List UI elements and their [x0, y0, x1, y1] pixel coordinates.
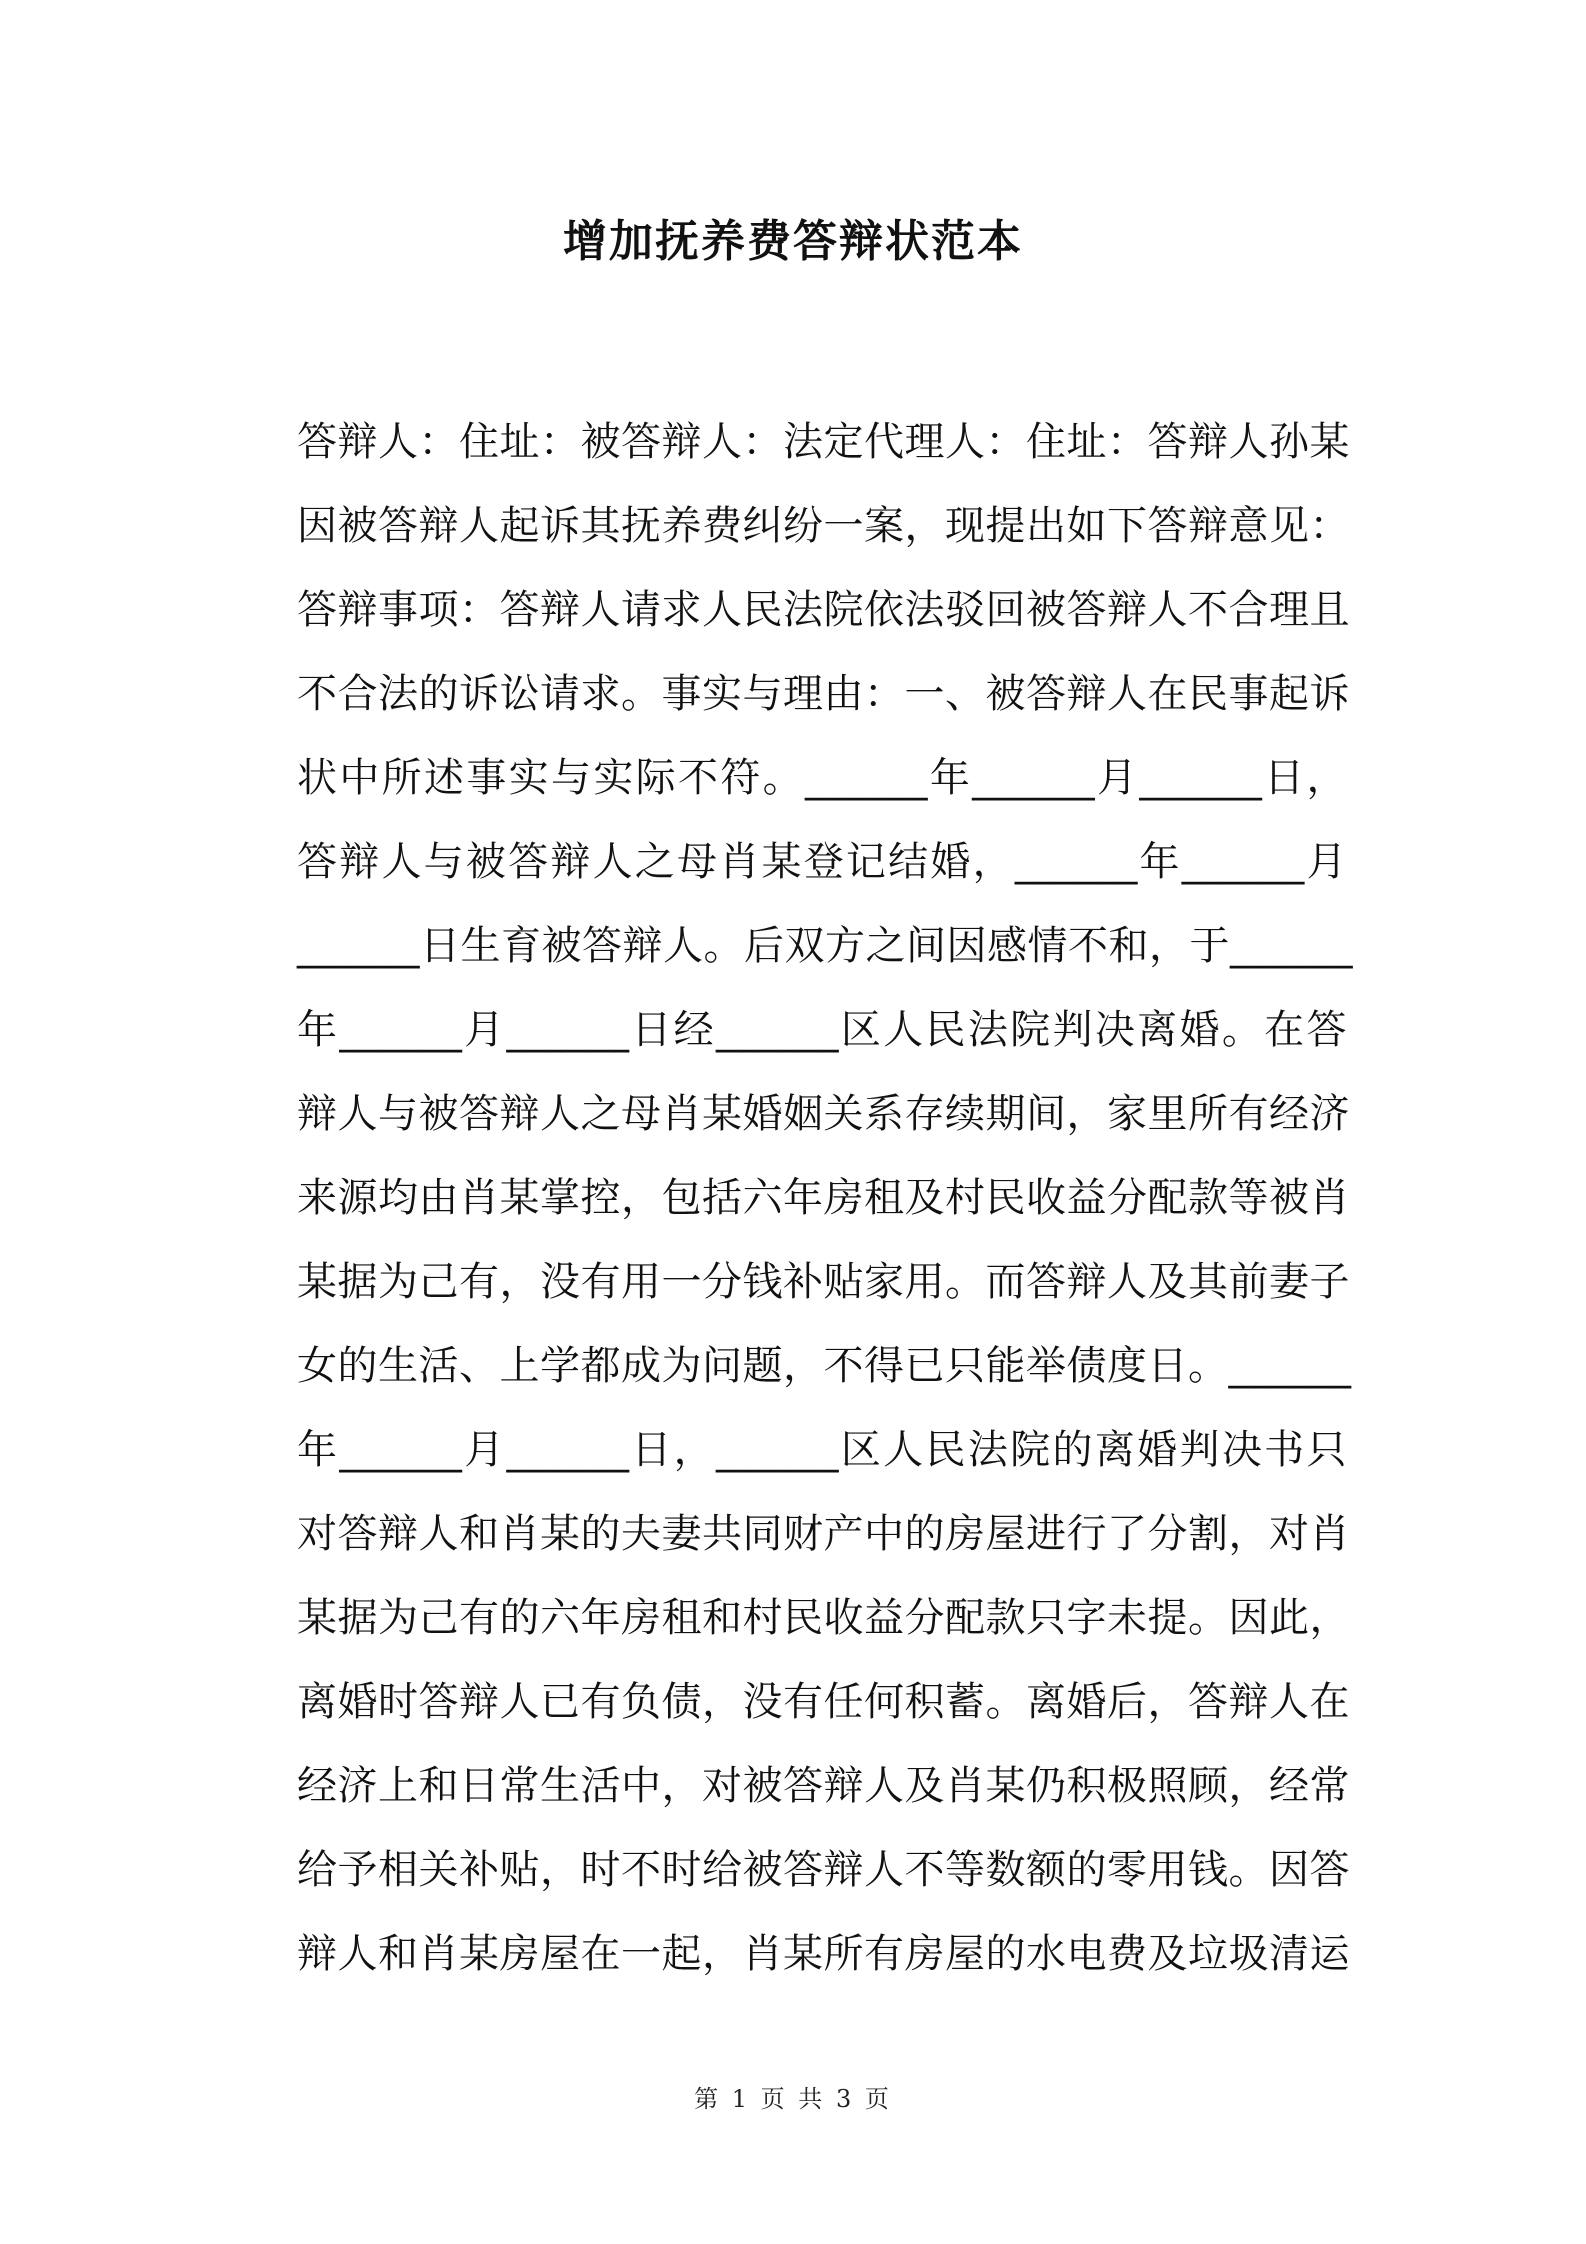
body-line: 答辩事项：答辩人请求人民法院依法驳回被答辩人不合理且 [297, 587, 1350, 633]
page-number-footer: 第 1 页 共 3 页 [694, 2085, 892, 2113]
body-line: 年______月______日经______区人民法院判决离婚。在答 [297, 1007, 1347, 1053]
body-line: 女的生活、上学都成为问题，不得已只能举债度日。______ [297, 1343, 1352, 1389]
document-body [297, 400, 1353, 1996]
body-line: 某据为己有，没有用一分钱补贴家用。而答辩人及其前妻子 [297, 1259, 1350, 1305]
body-line: 辩人和肖某房屋在一起，肖某所有房屋的水电费及垃圾清运 [297, 1931, 1350, 1977]
document-title: 增加抚养费答辩状范本 [563, 216, 1023, 267]
body-line: 来源均由肖某掌控，包括六年房租及村民收益分配款等被肖 [297, 1175, 1350, 1221]
body-line: 给予相关补贴，时不时给被答辩人不等数额的零用钱。因答 [297, 1847, 1350, 1893]
body-line: 某据为己有的六年房租和村民收益分配款只字未提。因此， [297, 1595, 1350, 1641]
body-line: 因被答辩人起诉其抚养费纠纷一案，现提出如下答辩意见： [297, 503, 1350, 549]
body-line: 答辩人：住址：被答辩人：法定代理人：住址：答辩人孙某 [297, 419, 1350, 465]
body-line: 经济上和日常生活中，对被答辩人及肖某仍积极照顾，经常 [297, 1763, 1350, 1809]
body-line: 辩人与被答辩人之母肖某婚姻关系存续期间，家里所有经济 [297, 1091, 1350, 1137]
body-line: 不合法的诉讼请求。事实与理由：一、被答辩人在民事起诉 [297, 671, 1350, 717]
body-line: 离婚时答辩人已有负债，没有任何积蓄。离婚后，答辩人在 [297, 1679, 1350, 1725]
body-line: ______日生育被答辩人。后双方之间因感情不和，于______ [297, 923, 1353, 969]
body-line: 年______月______日，______区人民法院的离婚判决书只 [297, 1427, 1347, 1473]
body-line: 答辩人与被答辩人之母肖某登记结婚，______年______月 [297, 839, 1347, 885]
body-line: 对答辩人和肖某的夫妻共同财产中的房屋进行了分割，对肖 [297, 1511, 1350, 1557]
body-line: 状中所述事实与实际不符。______年______月______日， [297, 755, 1347, 801]
